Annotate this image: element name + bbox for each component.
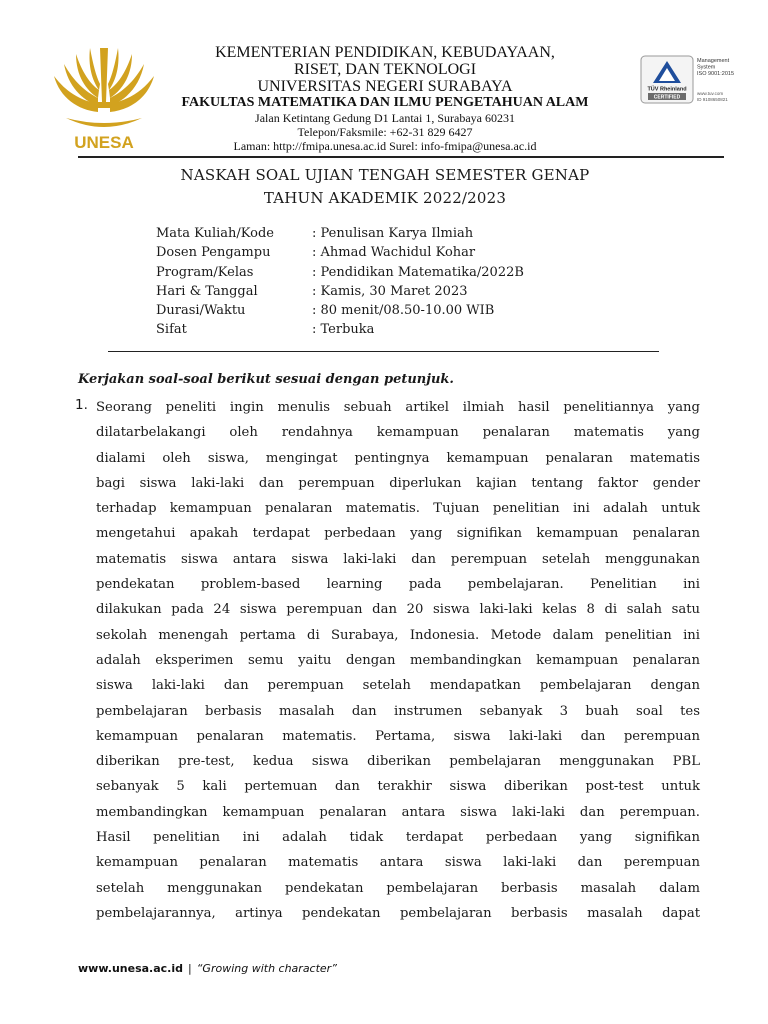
- meta-key: Dosen Pengampu: [156, 245, 271, 261]
- cert-line-1: Management: [697, 58, 730, 64]
- meta-key: Mata Kuliah/Kode: [156, 226, 274, 241]
- exam-metadata: [156, 224, 656, 340]
- meta-key: Program/Kelas: [156, 264, 254, 280]
- question-line: dilatarbelakangi oleh rendahnya kemampuan penalaran matematis yang: [96, 425, 700, 441]
- question-line: Seorang peneliti ingin menulis sebuah artikel ilmiah hasil penelitiannya yang: [96, 400, 700, 415]
- question-line: adalah eksperimen semu yaitu dengan membandingkan kemampuan penalaran: [96, 652, 700, 668]
- footer-motto: “Growing with character”: [196, 962, 337, 975]
- exam-title: [120, 164, 650, 210]
- cert-line-2: System: [697, 64, 716, 71]
- cert-line-3: ISO 9001:2015: [697, 71, 735, 77]
- question-line: setelah menggunakan pendekatan pembelajaran berbasis masalah dalam: [96, 880, 700, 896]
- phone-line: Telepon/Faksmile: +62-31 829 6427: [297, 125, 473, 139]
- meta-value: : 80 menit/08.50-10.00 WIB: [312, 303, 495, 319]
- exam-title-line-2: TAHUN AKADEMIK 2022/2023: [263, 189, 507, 207]
- question-number: 1.: [75, 397, 88, 413]
- cert-id: ID 9108650821: [697, 97, 728, 102]
- unesa-emblem-icon: [48, 40, 160, 152]
- question-line: mengetahui apakah terdapat perbedaan yang signifikan kemampuan penalaran: [96, 526, 700, 542]
- web-email-line: Laman: http://fmipa.unesa.ac.id Surel: info-fmipa@unesa.ac.id: [233, 139, 537, 153]
- cert-brand: TÜV Rheinland: [647, 86, 687, 93]
- cert-status: CERTIFIED: [653, 94, 681, 101]
- faculty-name: FAKULTAS MATEMATIKA DAN ILMU PENGETAHUAN ALAM: [181, 95, 589, 110]
- metadata-divider: [108, 351, 659, 352]
- meta-row-duration: [156, 301, 656, 320]
- unesa-logo: [48, 40, 160, 152]
- question-line: pembelajaran berbasis masalah dan instrumen sebanyak 3 buah soal tes: [96, 703, 700, 719]
- meta-value: : Penulisan Karya Ilmiah: [312, 226, 474, 241]
- footer-separator: |: [188, 962, 192, 975]
- question-line: sebanyak 5 kali pertemuan dan terakhir siswa diberikan post-test untuk: [96, 779, 700, 795]
- question-line: matematis siswa antara siswa laki-laki dan perempuan setelah menggunakan: [96, 551, 700, 567]
- tuv-certification-badge: [640, 55, 754, 105]
- question-line: terhadap kemampuan penalaran matematis. Tujuan penelitian ini adalah untuk: [96, 501, 700, 517]
- logo-wordmark: UNESA: [74, 133, 134, 152]
- meta-value: : Ahmad Wachidul Kohar: [312, 245, 476, 261]
- university-name: UNIVERSITAS NEGERI SURABAYA: [257, 78, 513, 95]
- question-line: pendekatan problem-based learning pada pembelajaran. Penelitian ini: [96, 577, 700, 593]
- meta-key: Hari & Tanggal: [156, 283, 258, 299]
- meta-key: Durasi/Waktu: [156, 303, 246, 319]
- meta-value: : Kamis, 30 Maret 2023: [312, 283, 468, 299]
- meta-key: Sifat: [156, 322, 187, 338]
- footer-url[interactable]: www.unesa.ac.id: [78, 962, 183, 975]
- ministry-line-2: RISET, DAN TEKNOLOGI: [293, 61, 477, 78]
- question-line: kemampuan penalaran matematis antara siswa laki-laki dan perempuan: [96, 855, 700, 871]
- page-footer: [78, 962, 337, 975]
- meta-row-date: [156, 282, 656, 301]
- meta-value: : Terbuka: [312, 322, 375, 338]
- exam-title-line-1: NASKAH SOAL UJIAN TENGAH SEMESTER GENAP: [180, 166, 590, 184]
- letterhead: [160, 44, 610, 153]
- instruction-text: Kerjakan soal-soal berikut sesuai dengan petunjuk.: [78, 372, 454, 387]
- question-line: bagi siswa laki-laki dan perempuan diperlukan kajian tentang faktor gender: [96, 475, 700, 491]
- question-line: diberikan pre-test, kedua siswa diberikan pembelajaran menggunakan PBL: [96, 754, 700, 770]
- question-line: Hasil penelitian ini adalah tidak terdapat perbedaan yang signifikan: [96, 830, 700, 846]
- address-line: Jalan Ketintang Gedung D1 Lantai 1, Surabaya 60231: [255, 111, 515, 125]
- question-line: membandingkan kemampuan penalaran antara siswa laki-laki dan perempuan.: [96, 804, 700, 820]
- question-line: dilakukan pada 24 siswa perempuan dan 20 siswa laki-laki kelas 8 di salah satu: [96, 602, 700, 618]
- meta-row-lecturer: [156, 243, 656, 262]
- meta-row-nature: [156, 320, 656, 339]
- meta-row-program: [156, 263, 656, 282]
- question-line: pembelajarannya, artinya pendekatan pembelajaran berbasis masalah dapat: [96, 905, 700, 921]
- letterhead-divider: [78, 156, 724, 158]
- meta-value: : Pendidikan Matematika/2022B: [312, 264, 524, 280]
- question-line: kemampuan penalaran matematis. Pertama, siswa laki-laki dan perempuan: [96, 728, 700, 744]
- cert-site: www.tuv.com: [697, 91, 724, 96]
- question-line: dialami oleh siswa, mengingat pentingnya kemampuan penalaran matematis: [96, 450, 700, 466]
- question-body: [96, 397, 700, 928]
- ministry-line-1: KEMENTERIAN PENDIDIKAN, KEBUDAYAAN,: [215, 44, 555, 61]
- question-line: sekolah menengah pertama di Surabaya, Indonesia. Metode dalam penelitian ini: [96, 627, 700, 643]
- question-line: siswa laki-laki dan perempuan setelah mendapatkan pembelajaran dengan: [96, 678, 700, 694]
- meta-row-course: [156, 224, 656, 243]
